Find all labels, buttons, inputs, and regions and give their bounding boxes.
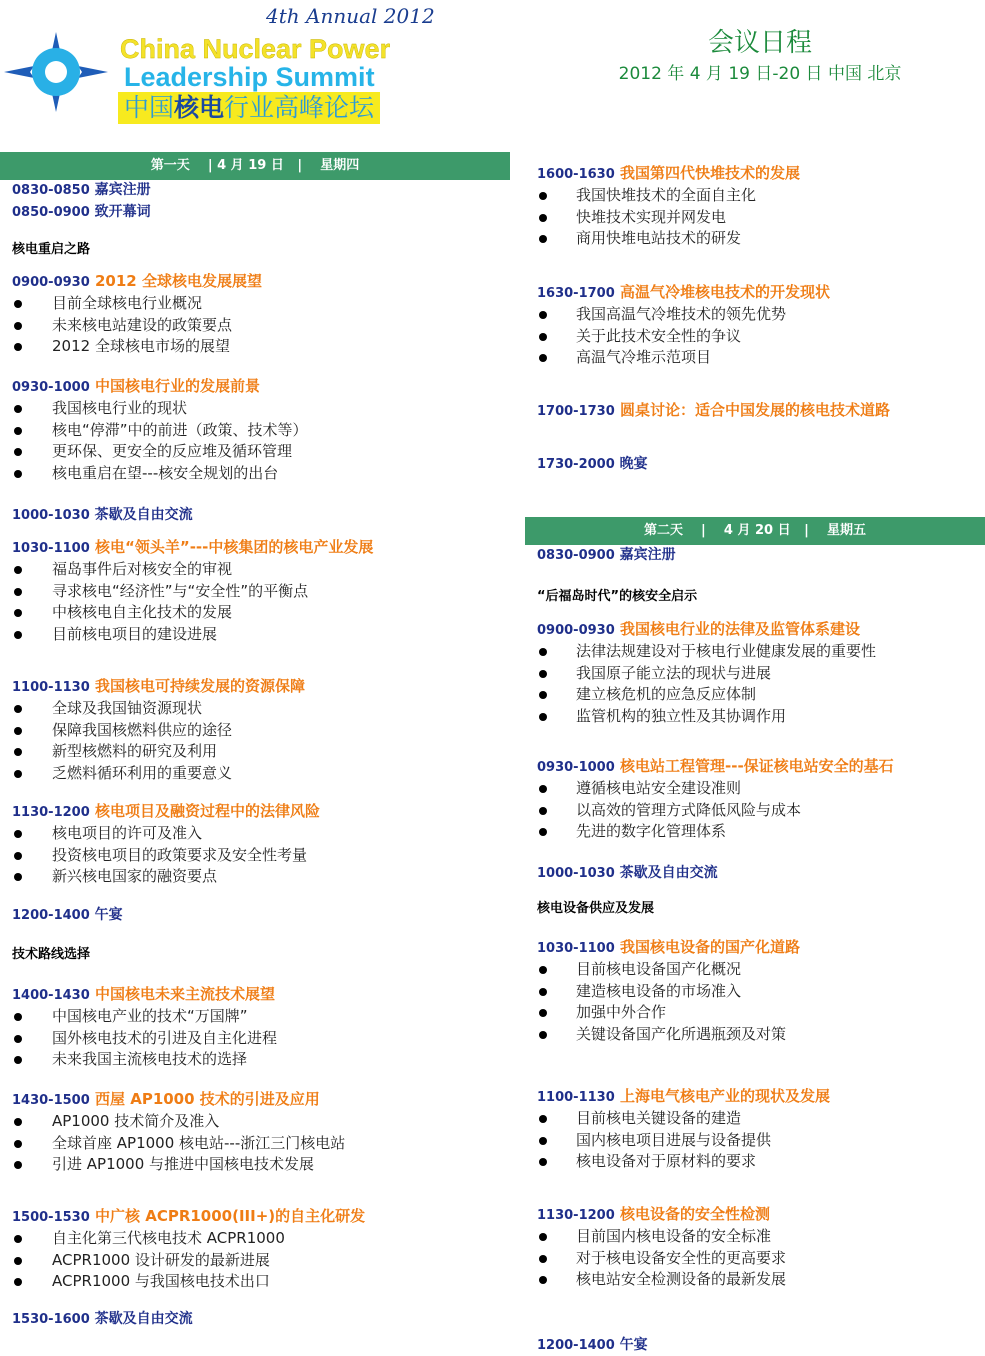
agenda-item [12, 202, 510, 223]
session-time: 1130-1200 [537, 1208, 615, 1223]
bullet-item: 我国核电行业的现状 [12, 398, 510, 420]
session-name: 中国核电行业的发展前景 [89, 377, 260, 395]
bullet-list [537, 641, 985, 727]
session-name: 核电项目及融资过程中的法律风险 [89, 802, 320, 820]
agenda-item [12, 905, 510, 926]
session-title [537, 163, 985, 185]
session-time: 1200-1400 [537, 1338, 615, 1353]
bullet-item: 目前核电项目的建设进展 [12, 624, 510, 646]
bullet-item: 全球及我国铀资源现状 [12, 698, 510, 720]
session-title [537, 282, 985, 304]
session-name: 我国核电设备的国产化道路 [614, 938, 800, 956]
bullet-item: 高温气冷堆示范项目 [537, 347, 985, 369]
session-time: 1730-2000 [537, 457, 615, 472]
bullet-item: 以高效的管理方式降低风险与成本 [537, 800, 985, 822]
session-name: 核电站工程管理---保证核电站安全的基石 [614, 757, 894, 775]
session-name: 午宴 [89, 907, 123, 923]
bullet-item: AP1000 技术简介及准入 [12, 1111, 510, 1133]
bullet-item: 投资核电项目的政策要求及安全性考量 [12, 845, 510, 867]
session-name: 我国核电行业的法律及监管体系建设 [614, 620, 860, 638]
session-title [537, 545, 985, 566]
session-time: 1430-1500 [12, 1093, 90, 1108]
session-title [12, 1206, 510, 1228]
agenda-item [537, 400, 985, 422]
session-title [12, 537, 510, 559]
section-heading: 技术路线选择 [12, 947, 91, 962]
bullet-list [537, 778, 985, 843]
session-time: 1030-1100 [537, 941, 615, 956]
session-title [537, 1086, 985, 1108]
logo-annual-text: 4th Annual 2012 [266, 4, 435, 28]
bullet-list [12, 698, 510, 784]
agenda-item [12, 1089, 510, 1176]
bullet-item: 目前全球核电行业概况 [12, 293, 510, 315]
agenda-item [537, 282, 985, 369]
bullet-list [12, 1228, 510, 1293]
session-time: 1630-1700 [537, 286, 615, 301]
agenda-heading [540, 26, 980, 86]
agenda-item [537, 1086, 985, 1173]
session-name: 晚宴 [614, 456, 648, 472]
session-time: 1100-1130 [12, 680, 90, 695]
session-name: 嘉宾注册 [614, 547, 676, 563]
bullet-item: 全球首座 AP1000 核电站---浙江三门核电站 [12, 1133, 510, 1155]
session-time: 0930-1000 [12, 380, 90, 395]
session-title [12, 505, 510, 526]
bullet-item: 目前核电设备国产化概况 [537, 959, 985, 981]
agenda-item [537, 545, 985, 566]
logo-title-line1: China Nuclear Power [120, 34, 391, 64]
session-title [12, 801, 510, 823]
bullet-list [12, 823, 510, 888]
section-heading: 核电重启之路 [12, 242, 91, 257]
bullet-item: 国内核电项目进展与设备提供 [537, 1130, 985, 1152]
session-time: 0830-0900 [537, 548, 615, 563]
bullet-item: 寻求核电“经济性”与“安全性”的平衡点 [12, 581, 510, 603]
agenda-item [12, 945, 510, 965]
section-heading: “后福岛时代”的核安全启示 [537, 589, 698, 604]
agenda-item [537, 1204, 985, 1291]
session-time: 0850-0900 [12, 205, 90, 220]
agenda-item [12, 271, 510, 358]
bullet-item: 商用快堆电站技术的研发 [537, 228, 985, 250]
agenda-item [12, 376, 510, 484]
bullet-item: 未来核电站建设的政策要点 [12, 315, 510, 337]
session-name: 上海电气核电产业的现状及发展 [614, 1087, 830, 1105]
session-title [12, 180, 510, 201]
bullet-list [537, 1108, 985, 1173]
session-time: 1530-1600 [12, 1312, 90, 1327]
bullet-item: 先进的数字化管理体系 [537, 821, 985, 843]
bullet-item: 建立核危机的应急反应体制 [537, 684, 985, 706]
session-name: 我国核电可持续发展的资源保障 [89, 677, 305, 695]
session-name: 茶歇及自由交流 [89, 1311, 193, 1327]
bullet-item: 我国快堆技术的全面自主化 [537, 185, 985, 207]
agenda-item [12, 1309, 510, 1330]
bullet-item: 保障我国核燃料供应的途径 [12, 720, 510, 742]
agenda-item [537, 937, 985, 1045]
bullet-list [12, 1111, 510, 1176]
session-title [537, 400, 985, 422]
session-title [537, 863, 985, 884]
bullet-item: 快堆技术实现并网发电 [537, 207, 985, 229]
session-time: 1200-1400 [12, 908, 90, 923]
bullet-list [12, 293, 510, 358]
bullet-item: 法律法规建设对于核电行业健康发展的重要性 [537, 641, 985, 663]
session-title [537, 756, 985, 778]
session-time: 0930-1000 [537, 760, 615, 775]
session-name: 2012 全球核电发展展望 [89, 272, 262, 290]
session-name: 圆桌讨论：适合中国发展的核电技术道路 [614, 401, 890, 419]
bullet-item: 核电重启在望---核安全规划的出台 [12, 463, 510, 485]
bullet-item: 新兴核电国家的融资要点 [12, 866, 510, 888]
agenda-item [12, 801, 510, 888]
session-time: 1400-1430 [12, 988, 90, 1003]
agenda-item [12, 676, 510, 784]
agenda-item [537, 756, 985, 843]
session-time: 1130-1200 [12, 805, 90, 820]
bullet-item: 中国核电产业的技术“万国牌” [12, 1006, 510, 1028]
session-time: 0830-0850 [12, 183, 90, 198]
bullet-item: 中核核电自主化技术的发展 [12, 602, 510, 624]
bullet-item: 目前核电关键设备的建造 [537, 1108, 985, 1130]
bullet-item: 2012 全球核电市场的展望 [12, 336, 510, 358]
bullet-list [12, 1006, 510, 1071]
session-title [537, 454, 985, 475]
bullet-item: 目前国内核电设备的安全标准 [537, 1226, 985, 1248]
logo-title-line2: Leadership Summit [124, 62, 375, 92]
bullet-item: ACPR1000 与我国核电技术出口 [12, 1271, 510, 1293]
bullet-list [12, 559, 510, 645]
agenda-item [537, 899, 985, 919]
bullet-item: 监管机构的独立性及其协调作用 [537, 706, 985, 728]
day1-band: 第一天 | 4 月 19 日 | 星期四 [0, 152, 510, 180]
agenda-item [12, 537, 510, 645]
agenda-item [537, 163, 985, 250]
bullet-item: 核电项目的许可及准入 [12, 823, 510, 845]
agenda-item [12, 505, 510, 526]
session-time: 1000-1030 [537, 866, 615, 881]
session-title [537, 619, 985, 641]
session-name: 午宴 [614, 1337, 648, 1353]
session-time: 1100-1130 [537, 1090, 615, 1105]
compass-star-icon [4, 32, 108, 112]
agenda-item [537, 863, 985, 884]
bullet-item: 我国原子能立法的现状与进展 [537, 663, 985, 685]
session-name: 茶歇及自由交流 [89, 507, 193, 523]
bullet-list [537, 959, 985, 1045]
agenda-item [12, 984, 510, 1071]
bullet-item: 加强中外合作 [537, 1002, 985, 1024]
bullet-item: 乏燃料循环利用的重要意义 [12, 763, 510, 785]
session-title [12, 1089, 510, 1111]
agenda-item [12, 240, 510, 260]
session-time: 1030-1100 [12, 541, 90, 556]
day1-column [0, 152, 510, 1327]
session-title [12, 1309, 510, 1330]
session-title [537, 1204, 985, 1226]
bullet-item: 未来我国主流核电技术的选择 [12, 1049, 510, 1071]
session-title [12, 984, 510, 1006]
session-time: 1600-1630 [537, 167, 615, 182]
session-name: 我国第四代快堆技术的发展 [614, 164, 800, 182]
section-heading: 核电设备供应及发展 [537, 901, 655, 916]
session-name: 核电“领头羊”---中核集团的核电产业发展 [89, 538, 374, 556]
session-title [12, 202, 510, 223]
bullet-item: 遵循核电站安全建设准则 [537, 778, 985, 800]
day2-band: 第二天 | 4 月 20 日 | 星期五 [525, 517, 985, 545]
bullet-item: ACPR1000 设计研发的最新进展 [12, 1250, 510, 1272]
agenda-item [12, 1206, 510, 1293]
session-name: 中国核电未来主流技术展望 [89, 985, 275, 1003]
session-time: 1000-1030 [12, 508, 90, 523]
bullet-item: 核电站安全检测设备的最新发展 [537, 1269, 985, 1291]
bullet-item: 核电设备对于原材料的要求 [537, 1151, 985, 1173]
logo-chinese-title: 中国核电行业高峰论坛 [118, 92, 380, 124]
session-title [12, 376, 510, 398]
session-time: 0900-0930 [537, 623, 615, 638]
bullet-item: 核电“停滞”中的前进（政策、技术等） [12, 420, 510, 442]
bullet-item: 关键设备国产化所遇瓶颈及对策 [537, 1024, 985, 1046]
page-title: 会议日程 [707, 28, 812, 58]
summit-logo [4, 4, 474, 124]
bullet-item: 更环保、更安全的反应堆及循环管理 [12, 441, 510, 463]
bullet-item: 关于此技术安全性的争议 [537, 326, 985, 348]
bullet-list [537, 185, 985, 250]
session-title [537, 937, 985, 959]
bullet-list [537, 1226, 985, 1291]
session-name: 高温气冷堆核电技术的开发现状 [614, 283, 830, 301]
bullet-item: 对于核电设备安全性的更高要求 [537, 1248, 985, 1270]
agenda-item [537, 619, 985, 727]
bullet-item: 我国高温气冷堆技术的领先优势 [537, 304, 985, 326]
bullet-item: 引进 AP1000 与推进中国核电技术发展 [12, 1154, 510, 1176]
bullet-item: 新型核燃料的研究及利用 [12, 741, 510, 763]
session-time: 1500-1530 [12, 1210, 90, 1225]
session-title [12, 271, 510, 293]
session-name: 嘉宾注册 [89, 182, 151, 198]
bullet-item: 福岛事件后对核安全的审视 [12, 559, 510, 581]
session-time: 0900-0930 [12, 275, 90, 290]
session-time: 1700-1730 [537, 404, 615, 419]
session-name: 致开幕词 [89, 204, 151, 220]
session-name: 中广核 ACPR1000(III+)的自主化研发 [89, 1207, 366, 1225]
agenda-item [537, 587, 985, 607]
session-name: 核电设备的安全性检测 [614, 1205, 770, 1223]
session-title [12, 905, 510, 926]
bullet-item: 自主化第三代核电技术 ACPR1000 [12, 1228, 510, 1250]
session-title [12, 676, 510, 698]
bullet-item: 国外核电技术的引进及自主化进程 [12, 1028, 510, 1050]
session-name: 西屋 AP1000 技术的引进及应用 [89, 1090, 320, 1108]
bullet-list [537, 304, 985, 369]
agenda-item [12, 180, 510, 201]
date-location: 2012 年 4 月 19 日-20 日 中国 北京 [618, 64, 902, 84]
agenda-item [537, 454, 985, 475]
bullet-list [12, 398, 510, 484]
bullet-item: 建造核电设备的市场准入 [537, 981, 985, 1003]
session-name: 茶歇及自由交流 [614, 865, 718, 881]
